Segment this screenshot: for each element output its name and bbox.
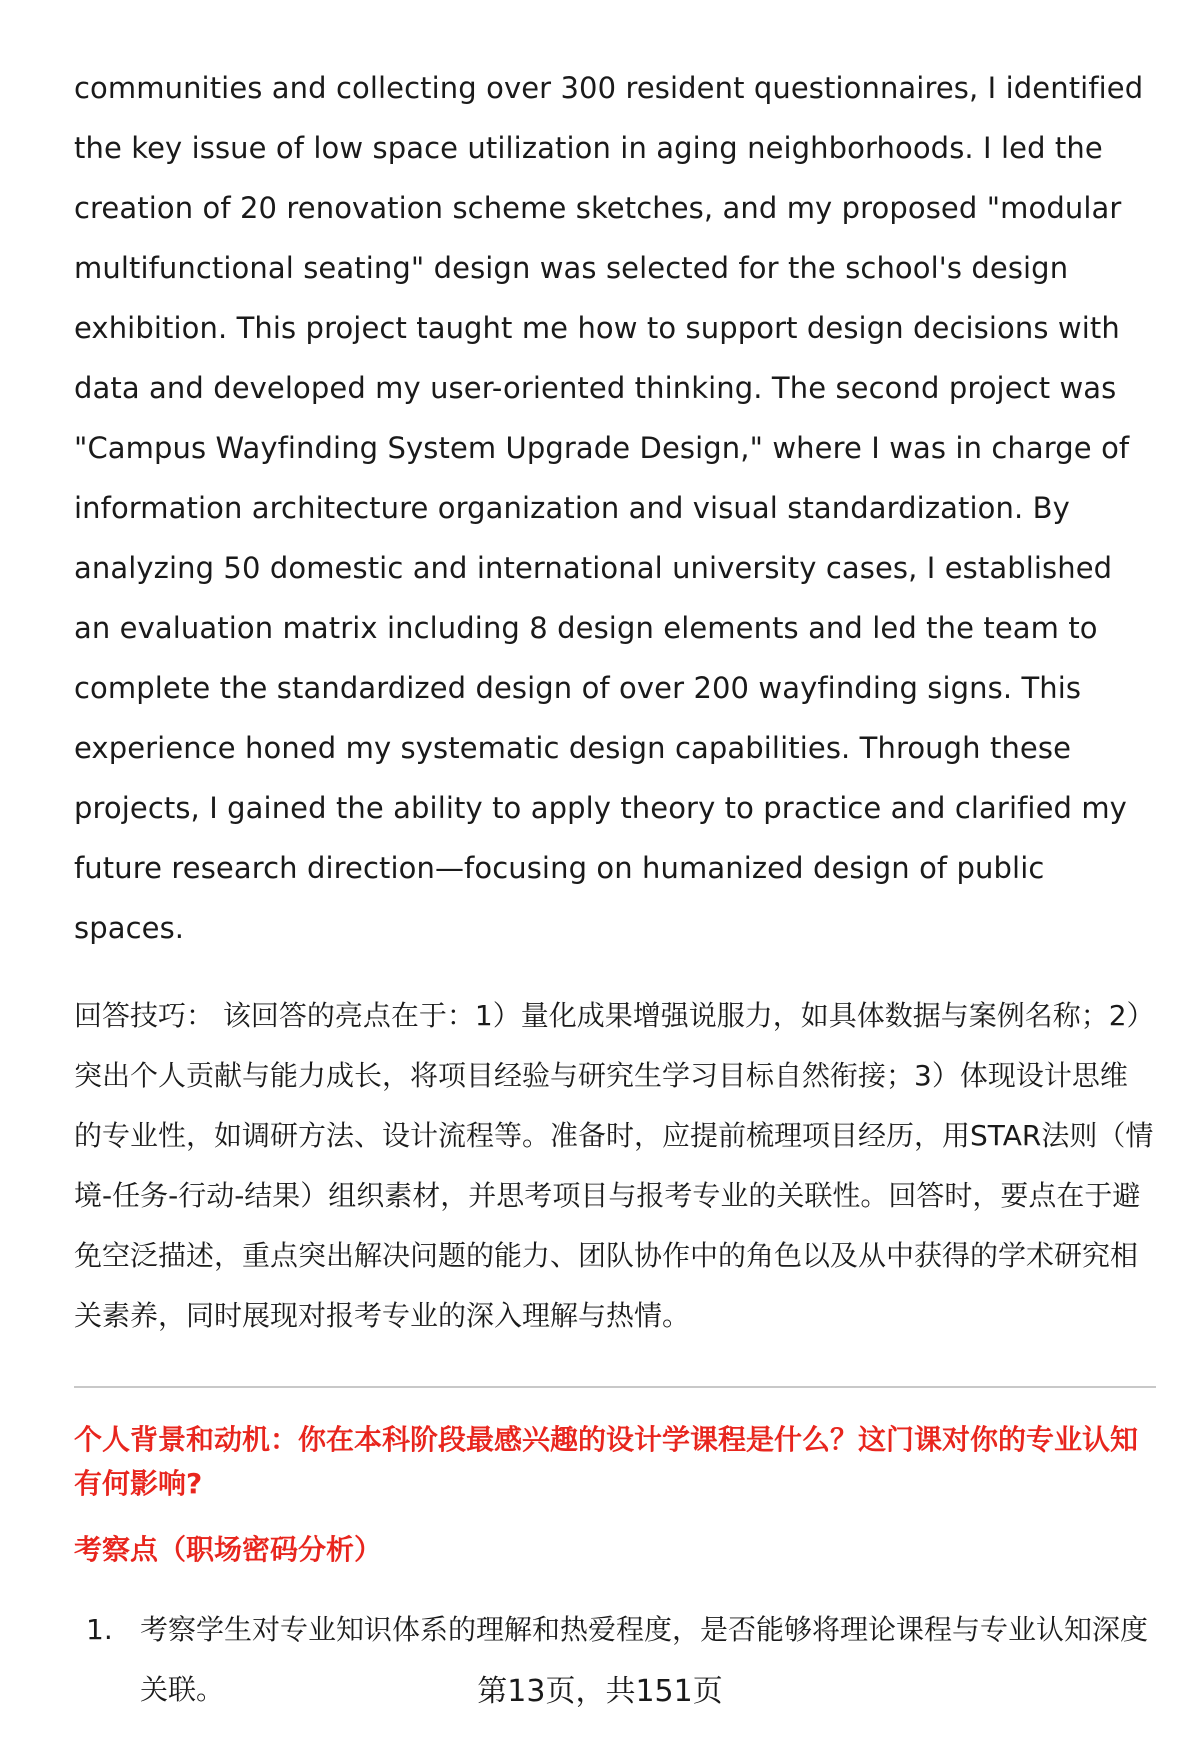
section-divider xyxy=(74,1386,1156,1388)
page-number-footer: 第13页，共151页 xyxy=(477,1674,723,1709)
document-page xyxy=(74,58,1154,1720)
section-question-heading: 个人背景和动机：你在本科阶段最感兴趣的设计学课程是什么？这门课对你的专业认知有何影响? xyxy=(74,1423,1139,1500)
list-item-text: 考察学生对专业知识体系的理解和热爱程度，是否能够将理论课程与专业认知深度关联。 xyxy=(140,1613,1149,1706)
section-subtitle: 考察点（职场密码分析） xyxy=(74,1533,383,1566)
answer-paragraph: communities and collecting over 300 resident questionnaires, I identified the key issue of low space utilization in aging neighborhoods. I led the creation of 20 renovation scheme sketches, and my proposed "modular multifunctional seating" design was selected for the school's design exhibition. This project taught me how to support design decisions with data and developed my user-oriented thinking. The second project was "Campus Wayfinding System Upgrade Design," where I was in charge of information architecture organization and visual standardization. By analyzing 50 domestic and international university cases, I established an evaluation matrix including 8 design elements and led the team to complete the standardized design of over 200 wayfinding signs. This experience honed my systematic design capabilities. Through these projects, I gained the ability to apply theory to practice and clarified my future research direction—focusing on humanized design of public spaces. xyxy=(74,71,1144,945)
answer-tips-paragraph: 回答技巧： 该回答的亮点在于：1）量化成果增强说服力，如具体数据与案例名称；2）突出个人贡献与能力成长，将项目经验与研究生学习目标自然衔接；3）体现设计思维的专业性，如调研方法、设计流程等。准备时，应提前梳理项目经历，用STAR法则（情境-任务-行动-结果）组织素材，并思考项目与报考专业的关联性。回答时，要点在于避免空泛描述，重点突出解决问题的能力、团队协作中的角色以及从中获得的学术研究相关素养，同时展现对报考专业的深入理解与热情。 xyxy=(74,999,1154,1332)
list-item-number: 1. xyxy=(86,1613,113,1646)
